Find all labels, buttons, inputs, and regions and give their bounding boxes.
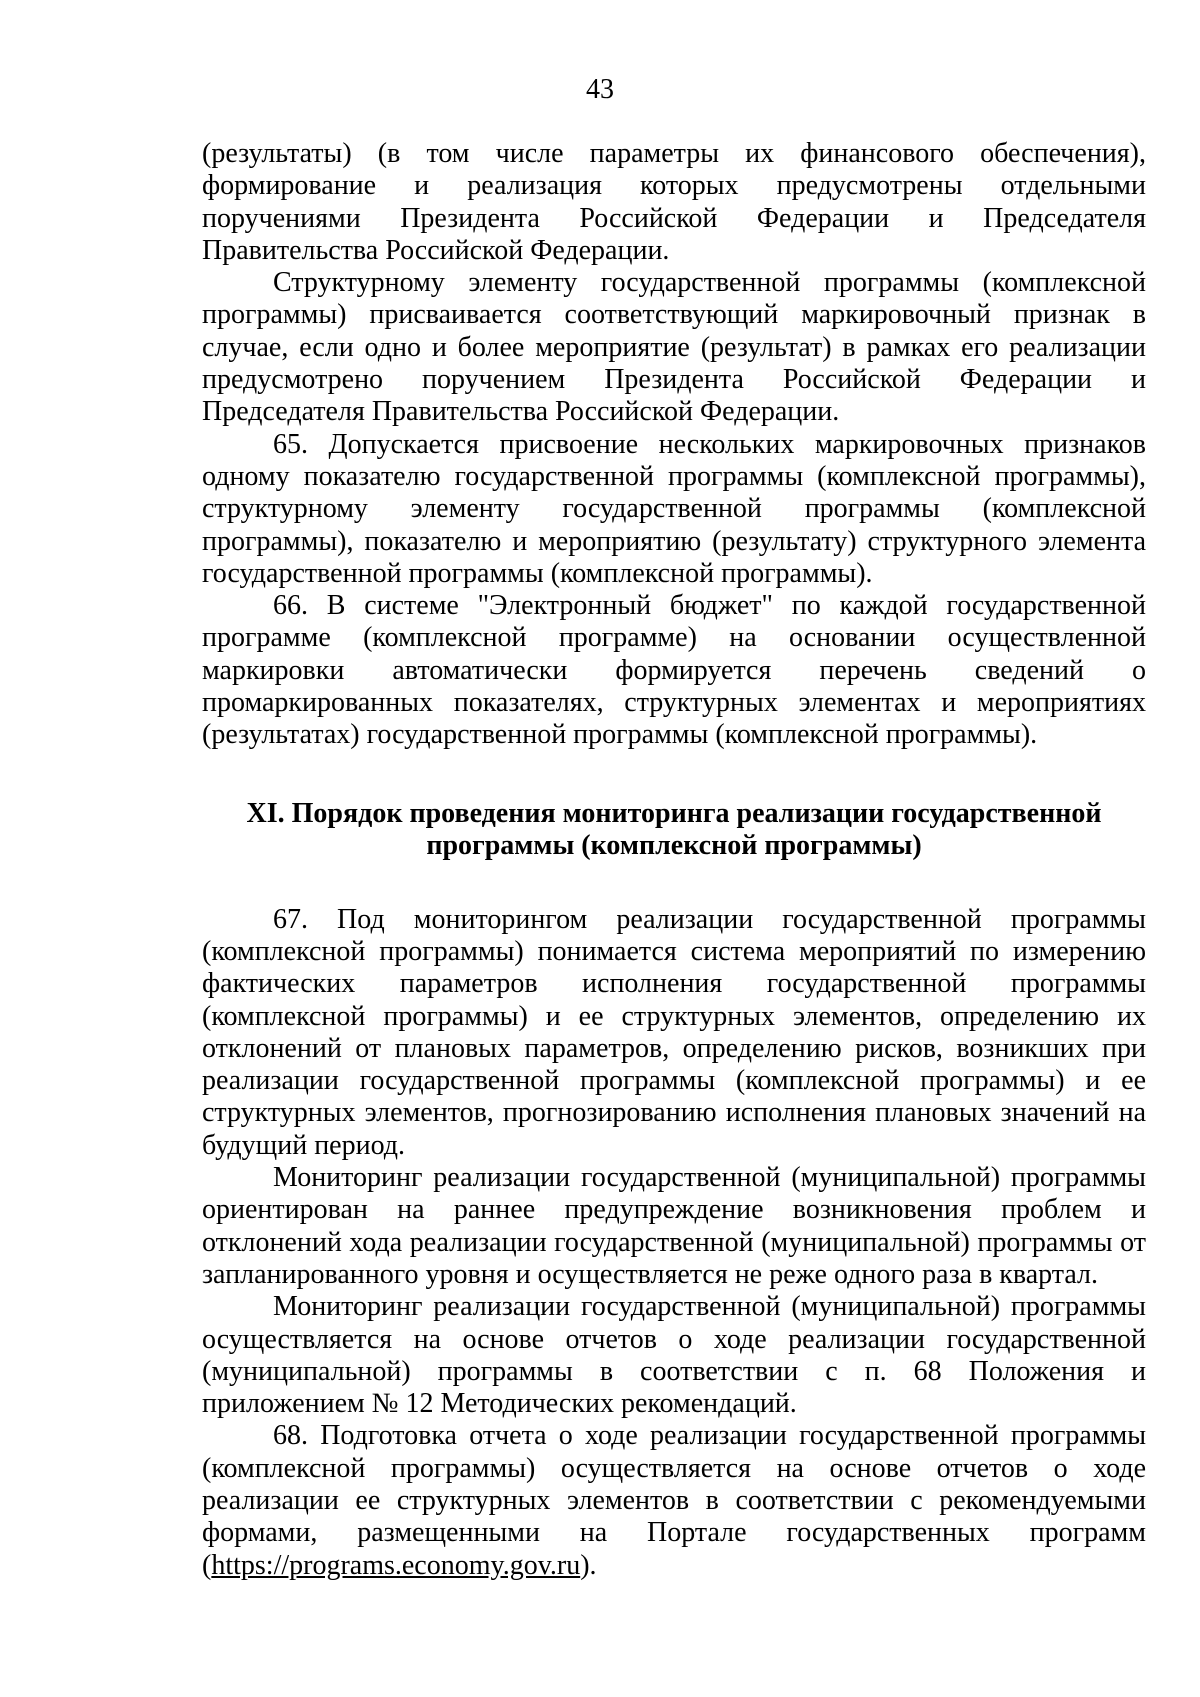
section-heading-line-1: XI. Порядок проведения мониторинга реализации государственной (246, 797, 1102, 829)
programs-portal-link[interactable]: https://programs.economy.gov.ru (211, 1549, 581, 1581)
paragraph-68-text: 68. Подготовка отчета о ходе реализации государственной программы (комплексной программы) осуществляется на основе отчетов о ходе реализации ее структурных элементов в соответствии с рекомендуемыми формами, размещенными на Портале государственных программ ( (202, 1420, 1146, 1581)
paragraph-68 (202, 1420, 1146, 1581)
paragraph-66: 66. В системе "Электронный бюджет" по каждой государственной программе (комплексной программе) на основании осуществленной маркировки автоматически формируется перечень сведений о промаркированных показателях, структурных элементах и мероприятиях (результатах) государственной программы (комплексной программы). (202, 590, 1146, 751)
page-number: 43 (586, 74, 614, 105)
paragraph-results-continued: (результаты) (в том числе параметры их финансового обеспечения), формирование и реализация которых предусмотрены отдельными поручениями Президента Российской Федерации и Председателя Правительства Российской Федерации. (202, 138, 1146, 266)
paragraph-68-closing: ). (580, 1549, 597, 1581)
section-heading (202, 798, 1146, 862)
document-body (202, 138, 1146, 1582)
paragraph-structural-element-marking: Структурному элементу государственной программы (комплексной программы) присваивается соответствующий маркировочный признак в случае, если одно и более мероприятие (результат) в рамках его реализации предусмотрено поручением Президента Российской Федерации и Председателя Правительства Российской Федерации. (202, 267, 1146, 428)
section-heading-line-2: программы (комплексной программы) (426, 829, 922, 861)
paragraph-monitoring-reports: Мониторинг реализации государственной (муниципальной) программы осуществляется на основе отчетов о ходе реализации государственной (муниципальной) программы в соответствии с п. 68 Положения и приложением № 12 Методических рекомендаций. (202, 1291, 1146, 1420)
paragraph-monitoring-purpose: Мониторинг реализации государственной (муниципальной) программы ориентирован на раннее предупреждение возникновения проблем и отклонений хода реализации государственной (муниципальной) программы от запланированного уровня и осуществляется не реже одного раза в квартал. (202, 1162, 1146, 1290)
paragraph-67: 67. Под мониторингом реализации государственной программы (комплексной программы) понимается система мероприятий по измерению фактических параметров исполнения государственной программы (комплексной программы) и ее структурных элементов, определению их отклонений от плановых параметров, определению рисков, возникших при реализации государственной программы (комплексной программы) и ее структурных элементов, прогнозированию исполнения плановых значений на будущий период. (202, 903, 1146, 1161)
paragraph-65: 65. Допускается присвоение нескольких маркировочных признаков одному показателю государственной программы (комплексной программы), структурному элементу государственной программы (комплексной программы), показателю и мероприятию (результату) структурного элемента государственной программы (комплексной программы). (202, 428, 1146, 589)
